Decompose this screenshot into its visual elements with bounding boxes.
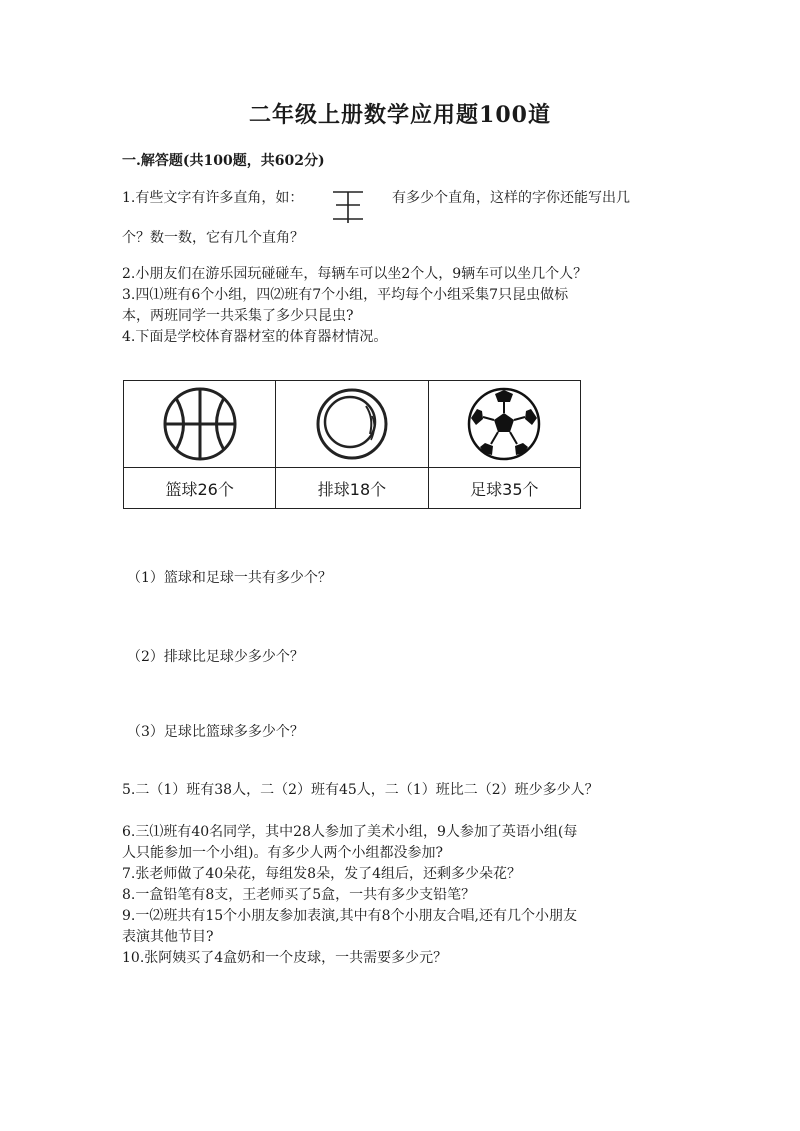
wang-character-icon <box>331 188 365 224</box>
wang-character-figure <box>331 188 365 224</box>
soccer-ball-icon <box>465 385 543 463</box>
question-6-line-2: 人只能参加一个小组)。有多少人两个小组都没参加? <box>122 845 443 861</box>
question-7: 7.张老师做了40朵花，每组发8朵，发了4组后，还剩多少朵花？ <box>122 866 521 882</box>
question-4: 4.下面是学校体育器材室的体育器材情况。 <box>122 329 388 345</box>
question-1-line-2: 个？数一数，它有几个直角？ <box>122 230 304 246</box>
question-10: 10.张阿姨买了4盒奶和一个皮球，一共需要多少元？ <box>122 950 448 966</box>
question-6-line-1: 6.三⑴班有40名同学，其中28人参加了美术小组，9人参加了英语小组(每 <box>122 824 578 840</box>
soccer-ball-label: 足球35个 <box>428 468 580 509</box>
question-1-line-1b: 有多少个直角，这样的字你还能写出几 <box>392 190 630 206</box>
question-8: 8.一盒铅笔有8支，王老师买了5盒，一共有多少支铅笔？ <box>122 887 476 903</box>
question-9-line-2: 表演其他节目? <box>122 929 214 945</box>
question-3-line-2: 本，两班同学一共采集了多少只昆虫? <box>122 308 354 324</box>
basketball-icon <box>161 385 239 463</box>
basketball-label: 篮球26个 <box>124 468 276 509</box>
question-5: 5.二（1）班有38人，二（2）班有45人，二（1）班比二（2）班少多少人？ <box>122 782 599 798</box>
volleyball-cell <box>276 381 428 468</box>
question-4-sub-1: （1）篮球和足球一共有多少个？ <box>127 570 332 586</box>
volleyball-label: 排球18个 <box>276 468 428 509</box>
page-title: 二年级上册数学应用题100道 <box>249 102 551 128</box>
volleyball-icon <box>314 386 390 462</box>
question-4-sub-3: （3）足球比篮球多多少个？ <box>127 724 304 740</box>
section-heading: 一.解答题(共100题，共602分) <box>122 153 325 169</box>
question-3-line-1: 3.四⑴班有6个小组，四⑵班有7个小组，平均每个小组采集7只昆虫做标 <box>122 287 569 303</box>
soccer-ball-cell <box>428 381 580 468</box>
basketball-cell <box>124 381 276 468</box>
question-2: 2.小朋友们在游乐园玩碰碰车，每辆车可以坐2个人，9辆车可以坐几个人？ <box>122 266 588 282</box>
equipment-table <box>123 380 581 509</box>
question-1-line-1a: 1.有些文字有许多直角，如： <box>122 190 304 206</box>
question-4-sub-2: （2）排球比足球少多少个？ <box>127 649 304 665</box>
question-9-line-1: 9.一⑵班共有15个小朋友参加表演,其中有8个小朋友合唱,还有几个小朋友 <box>122 908 577 924</box>
